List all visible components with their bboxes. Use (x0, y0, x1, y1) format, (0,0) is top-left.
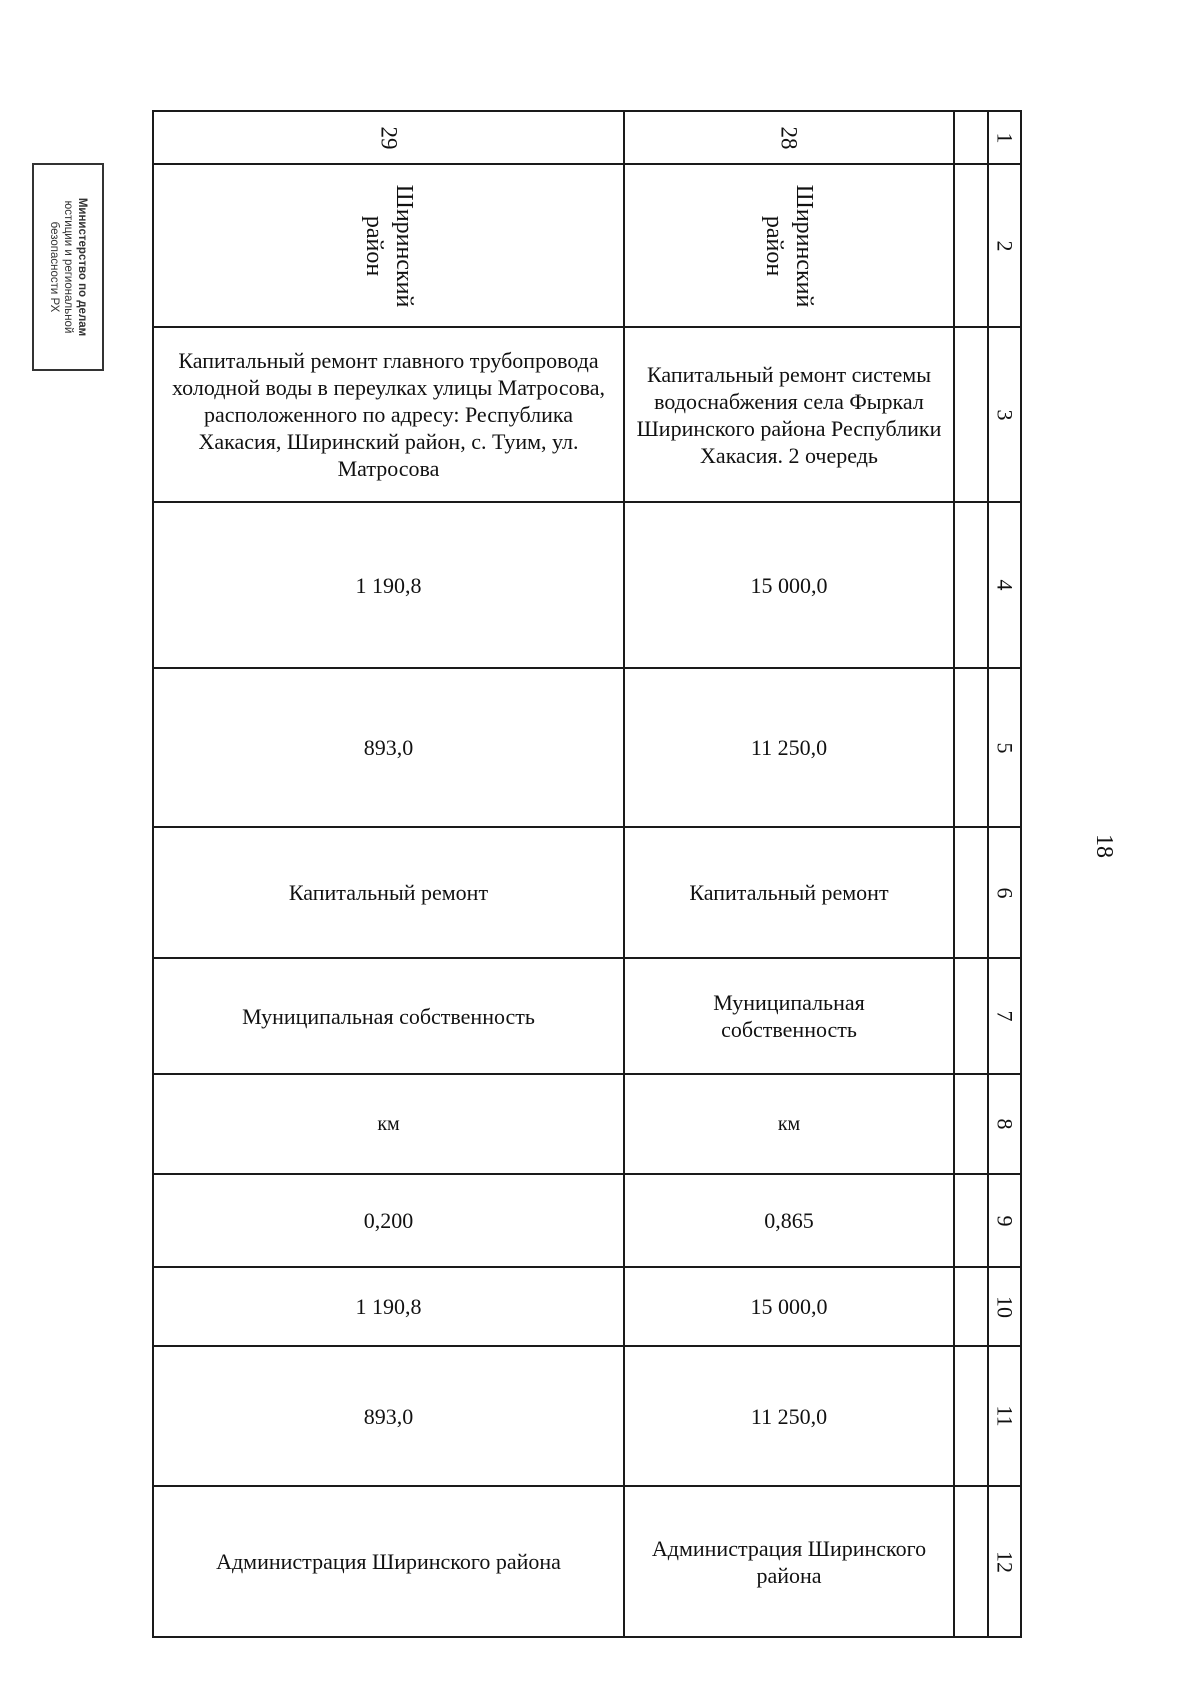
col-number-1: 1 (992, 132, 1017, 143)
subsidy-amount: 893,0 (363, 735, 414, 760)
col-number-6: 6 (992, 887, 1017, 898)
subsidy-amount-period: 893,0 (363, 1403, 414, 1429)
page-number: 18 (1091, 834, 1118, 858)
total-cost-period: 1 190,8 (355, 1294, 422, 1319)
ownership-form: Муниципальная собственность (242, 1003, 535, 1029)
total-cost: 15 000,0 (750, 572, 828, 598)
col-number-7: 7 (992, 1010, 1017, 1022)
row-number-28: 28 (776, 126, 802, 149)
total-cost: 1 190,8 (355, 572, 422, 598)
total-cost-period: 15 000,0 (750, 1294, 828, 1319)
district-name: Ширинский район (360, 184, 417, 307)
ownership-form: Муниципальная собственность (713, 990, 865, 1042)
work-type: Капитальный ремонт (689, 880, 889, 905)
col-number-9: 9 (992, 1215, 1017, 1226)
customer-name: Администрация Ширинского района (216, 1549, 561, 1574)
work-type: Капитальный ремонт (288, 880, 489, 905)
col-number-2: 2 (992, 240, 1017, 251)
stamp-line-1: Министерство по делам (76, 197, 88, 337)
col-number-4: 4 (992, 579, 1017, 591)
col-number-12: 12 (992, 1550, 1017, 1573)
unit-of-measure: км (777, 1112, 801, 1135)
col-number-10: 10 (992, 1295, 1017, 1318)
object-name: Капитальный ремонт главного трубопровода холодной воды в переулках улицы Матросова, расположенного по адресу: Республика Хакасия, Ширинский район, с. Туим, ул. Матросова (172, 348, 605, 481)
capacity-value: 0,865 (764, 1208, 814, 1233)
col-number-3: 3 (992, 409, 1017, 420)
stamp-line-3: безопасности РХ (48, 221, 60, 313)
unit-of-measure: км (377, 1112, 400, 1135)
subsidy-amount: 11 250,0 (750, 735, 828, 760)
col-number-5: 5 (992, 742, 1017, 753)
row-number-29: 29 (376, 126, 401, 149)
district-name: Ширинский район (761, 184, 817, 307)
col-number-11: 11 (992, 1405, 1017, 1427)
object-name: Капитальный ремонт системы водоснабжения села Фыркал Ширинского района Республики Хакасия. 2 очередь (636, 361, 942, 468)
capacity-value: 0,200 (363, 1208, 414, 1233)
stamp-line-2: юстиции и региональной (62, 200, 74, 334)
customer-name: Администрация Ширинского района (651, 1535, 927, 1588)
subsidy-amount-period: 11 250,0 (750, 1403, 828, 1429)
col-number-8: 8 (992, 1118, 1017, 1130)
